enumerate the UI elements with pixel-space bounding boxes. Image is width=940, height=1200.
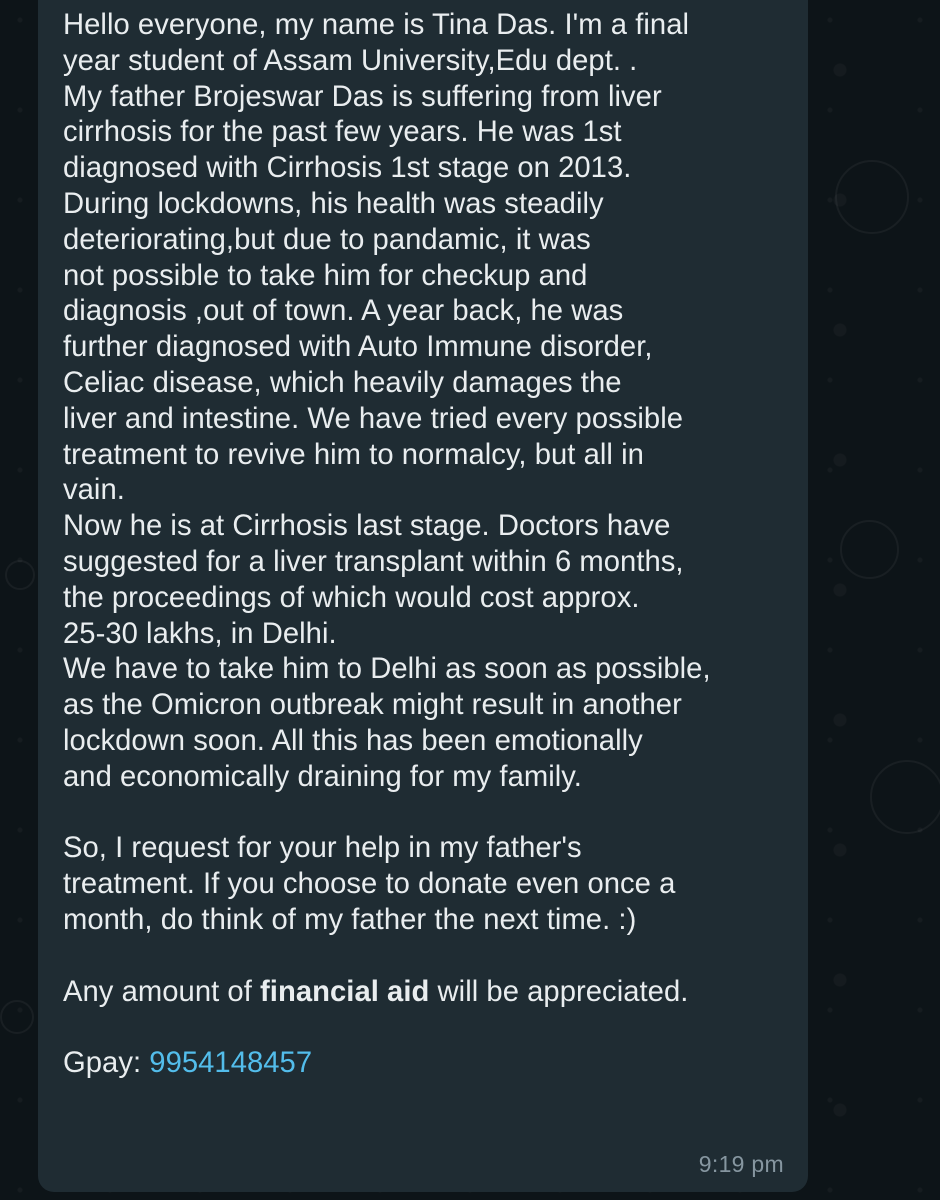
wallpaper-doodle [0,1000,34,1034]
message-text [63,8,784,1082]
aid-suffix: will be appreciated. [429,975,689,1008]
wallpaper-doodle [5,560,35,590]
wallpaper-doodle [870,760,940,834]
gpay-label: Gpay: [63,1047,150,1080]
gpay-phone-link[interactable]: 9954148457 [149,1047,313,1080]
message-bubble[interactable] [38,0,808,1192]
aid-bold-text: financial aid [260,975,430,1008]
message-body: Hello everyone, my name is Tina Das. I'm a final year student of Assam University,Edu dept. . My father Brojeswar Das is suffering from liver cirrhosis for the past few years. He was 1st diagnosed with Cirrhosis 1st stage on 2013. During lockdowns, his health was steadily deteriorating,but due to pandamic, it was not possible to take him for checkup and diagnosis ,out of town. A year back, he was further diagnosed with Auto Immune disorder, Celiac disease, which heavily damages the liver and intestine. We have tried every possible treatment to revive him to normalcy, but all in vain. Now he is at Cirrhosis last stage. Doctors have suggested for a liver transplant within 6 months, the proceedings of which would cost approx. 25-30 lakhs, in Delhi. We have to take him to Delhi as soon as possible, as the Omicron outbreak might result in another lockdown soon. All this has been emotionally and economically draining for my family. So, I request for your help in my father's treatment. If you choose to donate even once a month, do think of my father the next time. :) [63,9,711,936]
message-timestamp: 9:19 pm [698,1151,784,1177]
wallpaper-doodle [835,160,909,234]
wallpaper-doodle [840,520,899,579]
aid-prefix: Any amount of [63,975,261,1008]
